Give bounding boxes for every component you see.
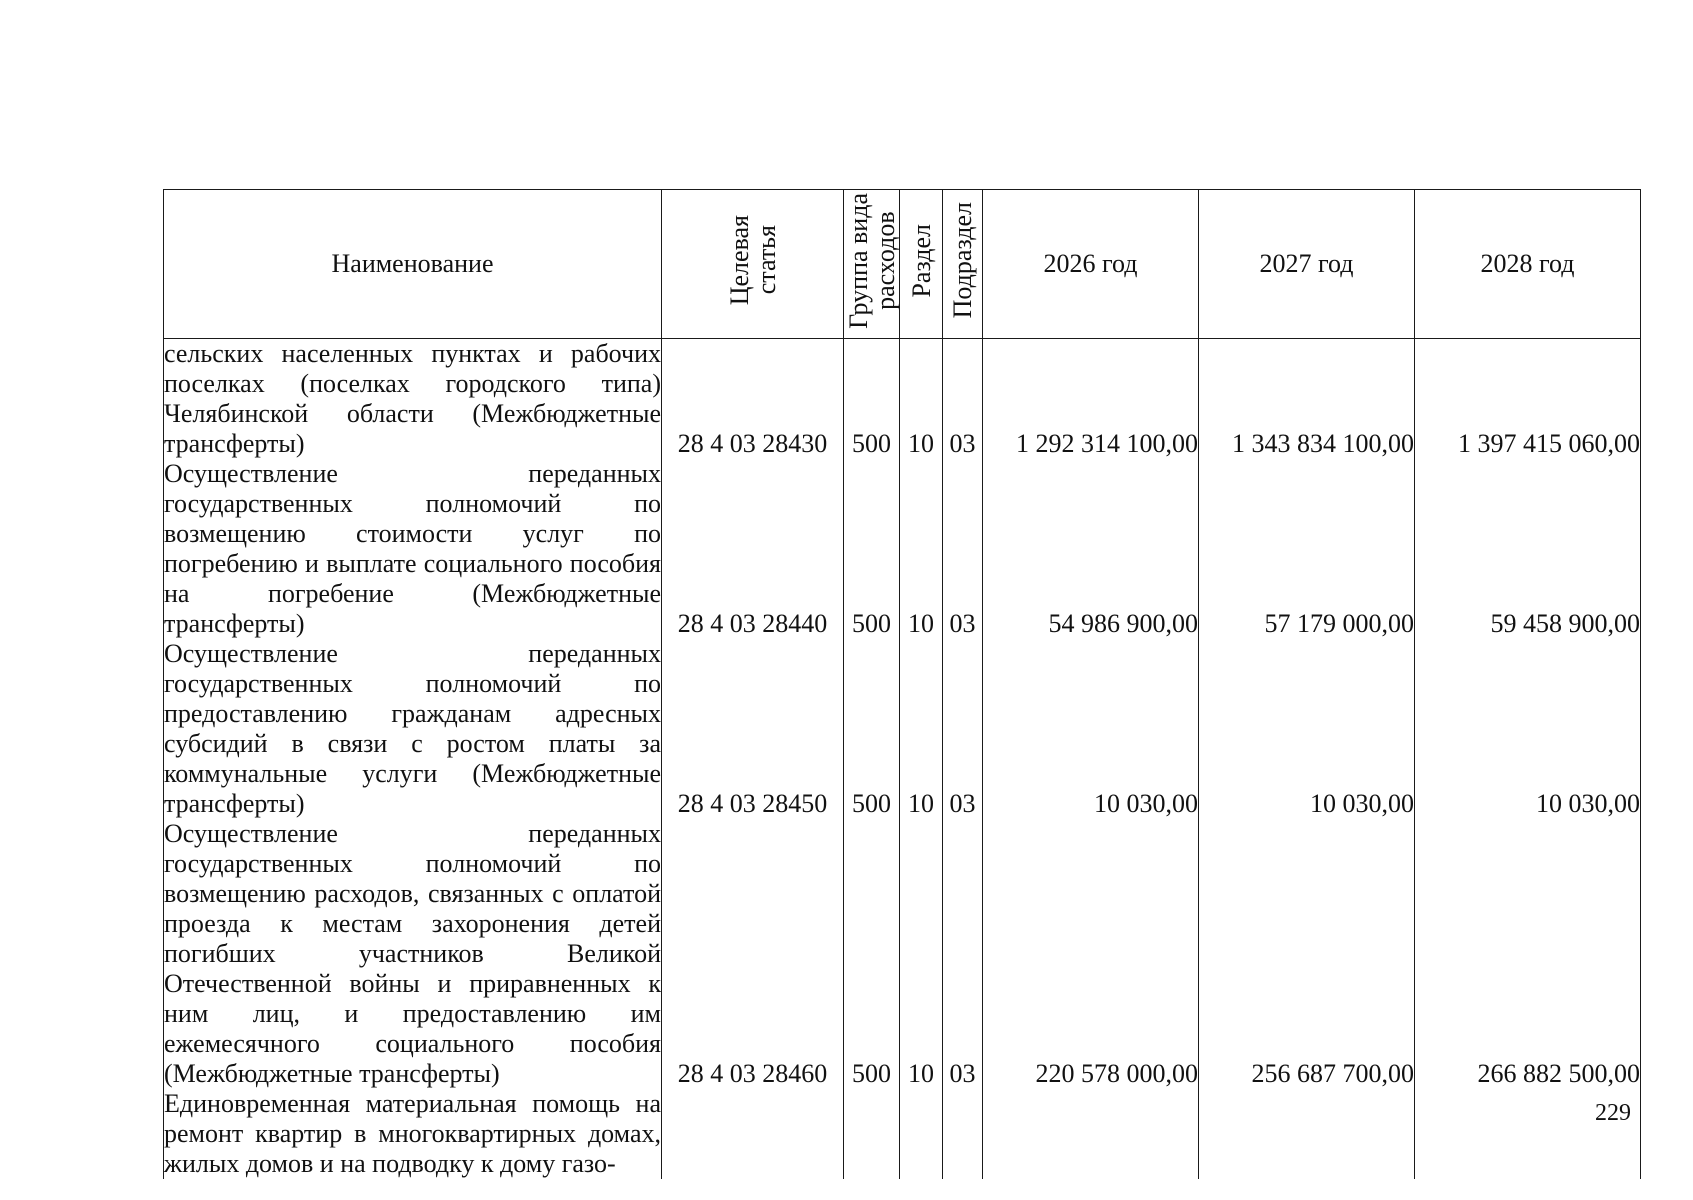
row-name: Осуществление переданных государственных полномочий по предоставлению гражданам адресных субсидий в связи с ростом платы за коммунальные услуги (Межбюджетные трансферты) [164,639,661,818]
header-2026: 2026 год [983,190,1199,339]
header-name: Наименование [164,190,662,339]
row-amount-2028: 266 882 500,00 [1415,819,1641,1089]
row-section: 10 [900,339,943,460]
header-subsection-label: Подраздел [948,202,977,319]
row-name: Единовременная материальная помощь на ремонт квартир в многоквартирных домах, жилых домов и на подводку к дому газо- [164,1089,661,1178]
row-name: Осуществление переданных государственных полномочий по возмещению расходов, связанных с оплатой проезда к местам захоронения детей погибших участников Великой Отечественной войны и приравненных к ним лиц, и предоставлению им ежемесячного социального пособия (Межбюджетные трансферты) [164,819,661,1088]
row-expense-group: 500 [844,339,900,460]
table-header-row [164,190,1641,339]
table-row [164,1089,1641,1179]
header-target-article [662,190,844,339]
row-amount-2027: 1 343 834 100,00 [1199,339,1415,460]
row-expense-group: 500 [844,819,900,1089]
header-section-label: Раздел [906,223,936,298]
row-target-article: 28 4 03 28450 [662,639,844,819]
row-expense-group [844,1089,900,1179]
table-row [164,459,1641,639]
header-subsection [943,190,983,339]
table-row [164,639,1641,819]
row-amount-2026: 220 578 000,00 [983,819,1199,1089]
row-section [900,1089,943,1179]
row-subsection: 03 [943,819,983,1089]
budget-table [163,189,1641,1179]
row-amount-2026: 54 986 900,00 [983,459,1199,639]
header-section [900,190,943,339]
header-target-line1: Целевая [724,215,754,306]
row-amount-2028: 1 397 415 060,00 [1415,339,1641,460]
header-expense-group [844,190,900,339]
header-target-line2: статья [751,225,781,296]
header-group-line2: расходов [870,211,900,310]
row-section: 10 [900,819,943,1089]
row-subsection: 03 [943,339,983,460]
row-name: сельских населенных пунктах и рабочих поселках (поселках городского типа) Челябинской области (Межбюджетные трансферты) [164,339,661,458]
header-2027: 2027 год [1199,190,1415,339]
row-section: 10 [900,639,943,819]
row-name: Осуществление переданных государственных полномочий по возмещению стоимости услуг по погребению и выплате социального пособия на погребение (Межбюджетные трансферты) [164,459,661,638]
row-target-article: 28 4 03 28440 [662,459,844,639]
header-group-line1: Группа вида [843,192,873,329]
row-amount-2027: 57 179 000,00 [1199,459,1415,639]
row-subsection [943,1089,983,1179]
row-subsection: 03 [943,639,983,819]
row-amount-2026: 10 030,00 [983,639,1199,819]
row-expense-group: 500 [844,639,900,819]
row-amount-2026 [983,1089,1199,1179]
page-number: 229 [1595,1100,1631,1126]
row-target-article: 28 4 03 28460 [662,819,844,1089]
row-expense-group: 500 [844,459,900,639]
row-amount-2026: 1 292 314 100,00 [983,339,1199,460]
row-amount-2028: 10 030,00 [1415,639,1641,819]
row-amount-2027 [1199,1089,1415,1179]
row-amount-2027: 10 030,00 [1199,639,1415,819]
table-row [164,339,1641,460]
row-target-article [662,1089,844,1179]
row-amount-2028: 59 458 900,00 [1415,459,1641,639]
row-subsection: 03 [943,459,983,639]
table-row [164,819,1641,1089]
header-2028: 2028 год [1415,190,1641,339]
row-section: 10 [900,459,943,639]
row-target-article: 28 4 03 28430 [662,339,844,460]
row-amount-2027: 256 687 700,00 [1199,819,1415,1089]
